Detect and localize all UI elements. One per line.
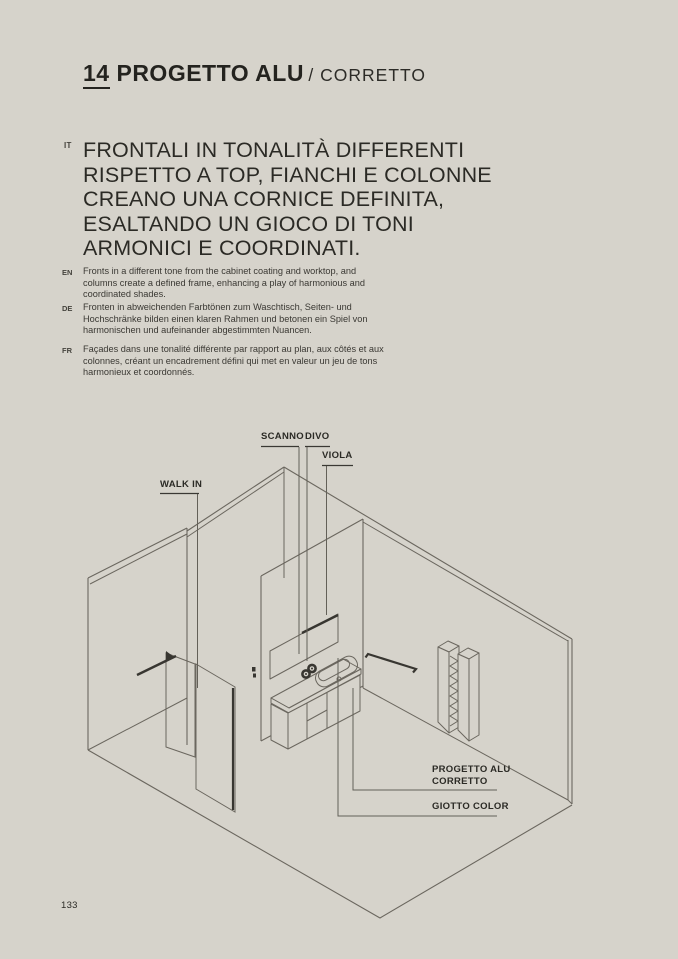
leader-lines bbox=[198, 447, 498, 816]
label-giotto-color: GIOTTO COLOR bbox=[432, 801, 509, 812]
vanity-unit bbox=[271, 659, 361, 749]
door-handle bbox=[252, 667, 256, 678]
towel-bar bbox=[366, 654, 417, 673]
lang-code-fr: FR bbox=[62, 346, 72, 355]
intro-paragraph bbox=[83, 138, 492, 261]
label-viola: VIOLA bbox=[322, 450, 353, 461]
translation-line: harmonieux et coordonnés. bbox=[83, 367, 195, 378]
collection-name-text: PROGETTO ALU bbox=[116, 60, 304, 86]
lang-code-en: EN bbox=[62, 268, 73, 277]
intro-line: CREANO UNA CORNICE DEFINITA, bbox=[83, 187, 445, 212]
translation-fr bbox=[83, 344, 384, 379]
translation-line: Fronts in a different tone from the cabinet coating and worktop, and bbox=[83, 266, 357, 276]
collection-number: 14 bbox=[83, 60, 110, 89]
translation-line: columns create a defined frame, enhancing a play of harmonious and bbox=[83, 277, 365, 288]
translation-en bbox=[83, 266, 365, 301]
shower-bar bbox=[137, 656, 176, 675]
translation-line: Hochschränke bilden einen klaren Rahmen und betonen ein Spiel von bbox=[83, 313, 368, 324]
intro-line: ESALTANDO UN GIOCO DI TONI bbox=[83, 211, 414, 236]
column-cabinets bbox=[438, 641, 479, 741]
page-title bbox=[83, 60, 426, 87]
translation-line: harmonischen und aufeinander abgestimmten Nuancen. bbox=[83, 325, 312, 336]
translation-line: coordinated shades. bbox=[83, 289, 166, 300]
left-wall bbox=[88, 528, 187, 750]
label-walk-in: WALK IN bbox=[160, 479, 203, 490]
translation-line: Façades dans une tonalité différente par rapport au plan, aux côtés et aux bbox=[83, 344, 384, 354]
translation-de bbox=[83, 302, 368, 337]
label-progetto-alu-corretto bbox=[432, 764, 511, 787]
variant-name: / CORRETTO bbox=[308, 65, 426, 85]
intro-line: FRONTALI IN TONALITÀ DIFFERENTI bbox=[83, 138, 465, 162]
lang-code-it: IT bbox=[64, 141, 72, 150]
label-progetto-line2: CORRETTO bbox=[432, 775, 488, 787]
intro-line: RISPETTO A TOP, FIANCHI E COLONNE bbox=[83, 162, 492, 187]
label-divo: DIVO bbox=[305, 431, 330, 442]
page-number: 133 bbox=[61, 900, 78, 911]
lang-code-de: DE bbox=[62, 304, 73, 313]
intro-line: ARMONICI E COORDINATI. bbox=[83, 236, 361, 261]
walk-in-glass bbox=[166, 651, 235, 812]
label-scanno: SCANNO bbox=[261, 431, 304, 442]
translation-line: Fronten in abweichenden Farbtönen zum Waschtisch, Seiten- und bbox=[83, 302, 352, 312]
translation-line: colonnes, créant un encadrement défini qui met en valeur un jeu de tons bbox=[83, 355, 378, 366]
label-progetto-line1: PROGETTO ALU bbox=[432, 764, 511, 775]
